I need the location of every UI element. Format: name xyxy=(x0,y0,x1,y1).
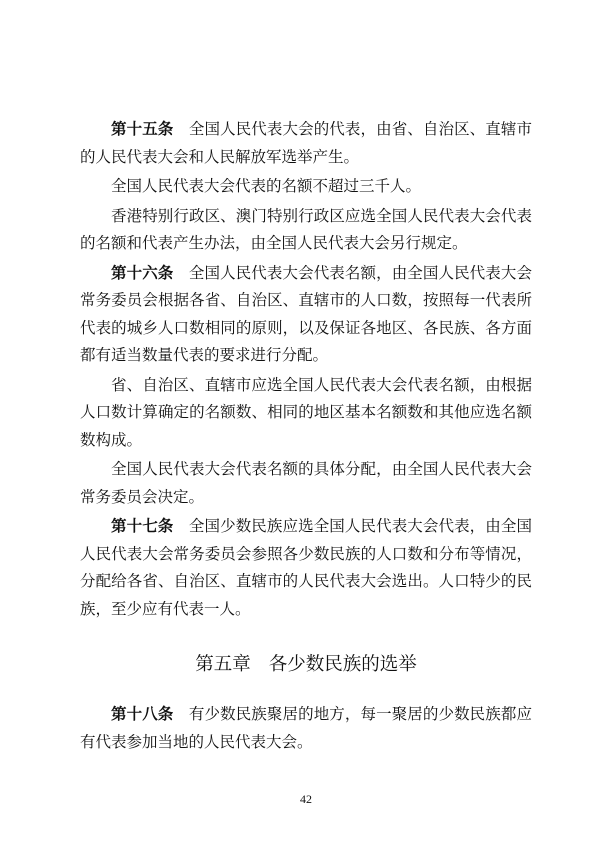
chapter-title: 各少数民族的选举 xyxy=(268,654,417,675)
article-18-paragraph xyxy=(80,701,532,756)
article-label: 第十五条 xyxy=(111,120,174,138)
paragraph-text: 香港特别行政区、澳门特别行政区应选全国人民代表大会代表的名额和代表产生办法，由全国人民代表大会另行规定。 xyxy=(80,206,532,252)
chapter-heading xyxy=(80,653,532,677)
article-label: 第十六条 xyxy=(111,263,174,282)
article-text: 有少数民族聚居的地方，每一聚居的少数民族都应有代表参加当地的人民代表大会。 xyxy=(80,705,532,751)
chapter-number: 第五章 xyxy=(195,654,251,675)
article-17-paragraph xyxy=(80,513,532,623)
article-15-paragraph xyxy=(80,116,532,171)
paragraph-text: 省、自治区、直辖市应选全国人民代表大会代表名额，由根据人口数计算确定的名额数、相同的地区基本名额数和其他应选名额数构成。 xyxy=(80,375,532,449)
article-15-paragraph-3 xyxy=(80,203,532,258)
article-16-paragraph xyxy=(80,260,532,370)
paragraph-text: 全国人民代表大会代表的名额不超过三千人。 xyxy=(111,177,422,195)
article-text: 全国人民代表大会代表名额，由全国人民代表大会常务委员会根据各省、自治区、直辖市的人口数，按照每一代表所代表的城乡人口数相同的原则，以及保证各地区、各民族、各方面都有适当数量代表的要求进行分配。 xyxy=(80,263,532,364)
paragraph-text: 全国人民代表大会代表名额的具体分配，由全国人民代表大会常务委员会决定。 xyxy=(80,460,532,506)
article-16-paragraph-2 xyxy=(80,372,532,455)
article-text: 全国少数民族应选全国人民代表大会代表，由全国人民代表大会常务委员会参照各少数民族的人口数和分布等情况，分配给各省、自治区、直辖市的人民代表大会选出。人口特少的民族，至少应有代表一人。 xyxy=(80,517,532,618)
article-label: 第十八条 xyxy=(111,705,174,723)
article-15-paragraph-2 xyxy=(80,173,532,201)
article-label: 第十七条 xyxy=(111,517,174,535)
page-number: 42 xyxy=(300,792,312,806)
page-content xyxy=(80,116,532,758)
article-16-paragraph-3 xyxy=(80,456,532,511)
article-text: 全国人民代表大会的代表，由省、自治区、直辖市的人民代表大会和人民解放军选举产生。 xyxy=(80,120,532,166)
